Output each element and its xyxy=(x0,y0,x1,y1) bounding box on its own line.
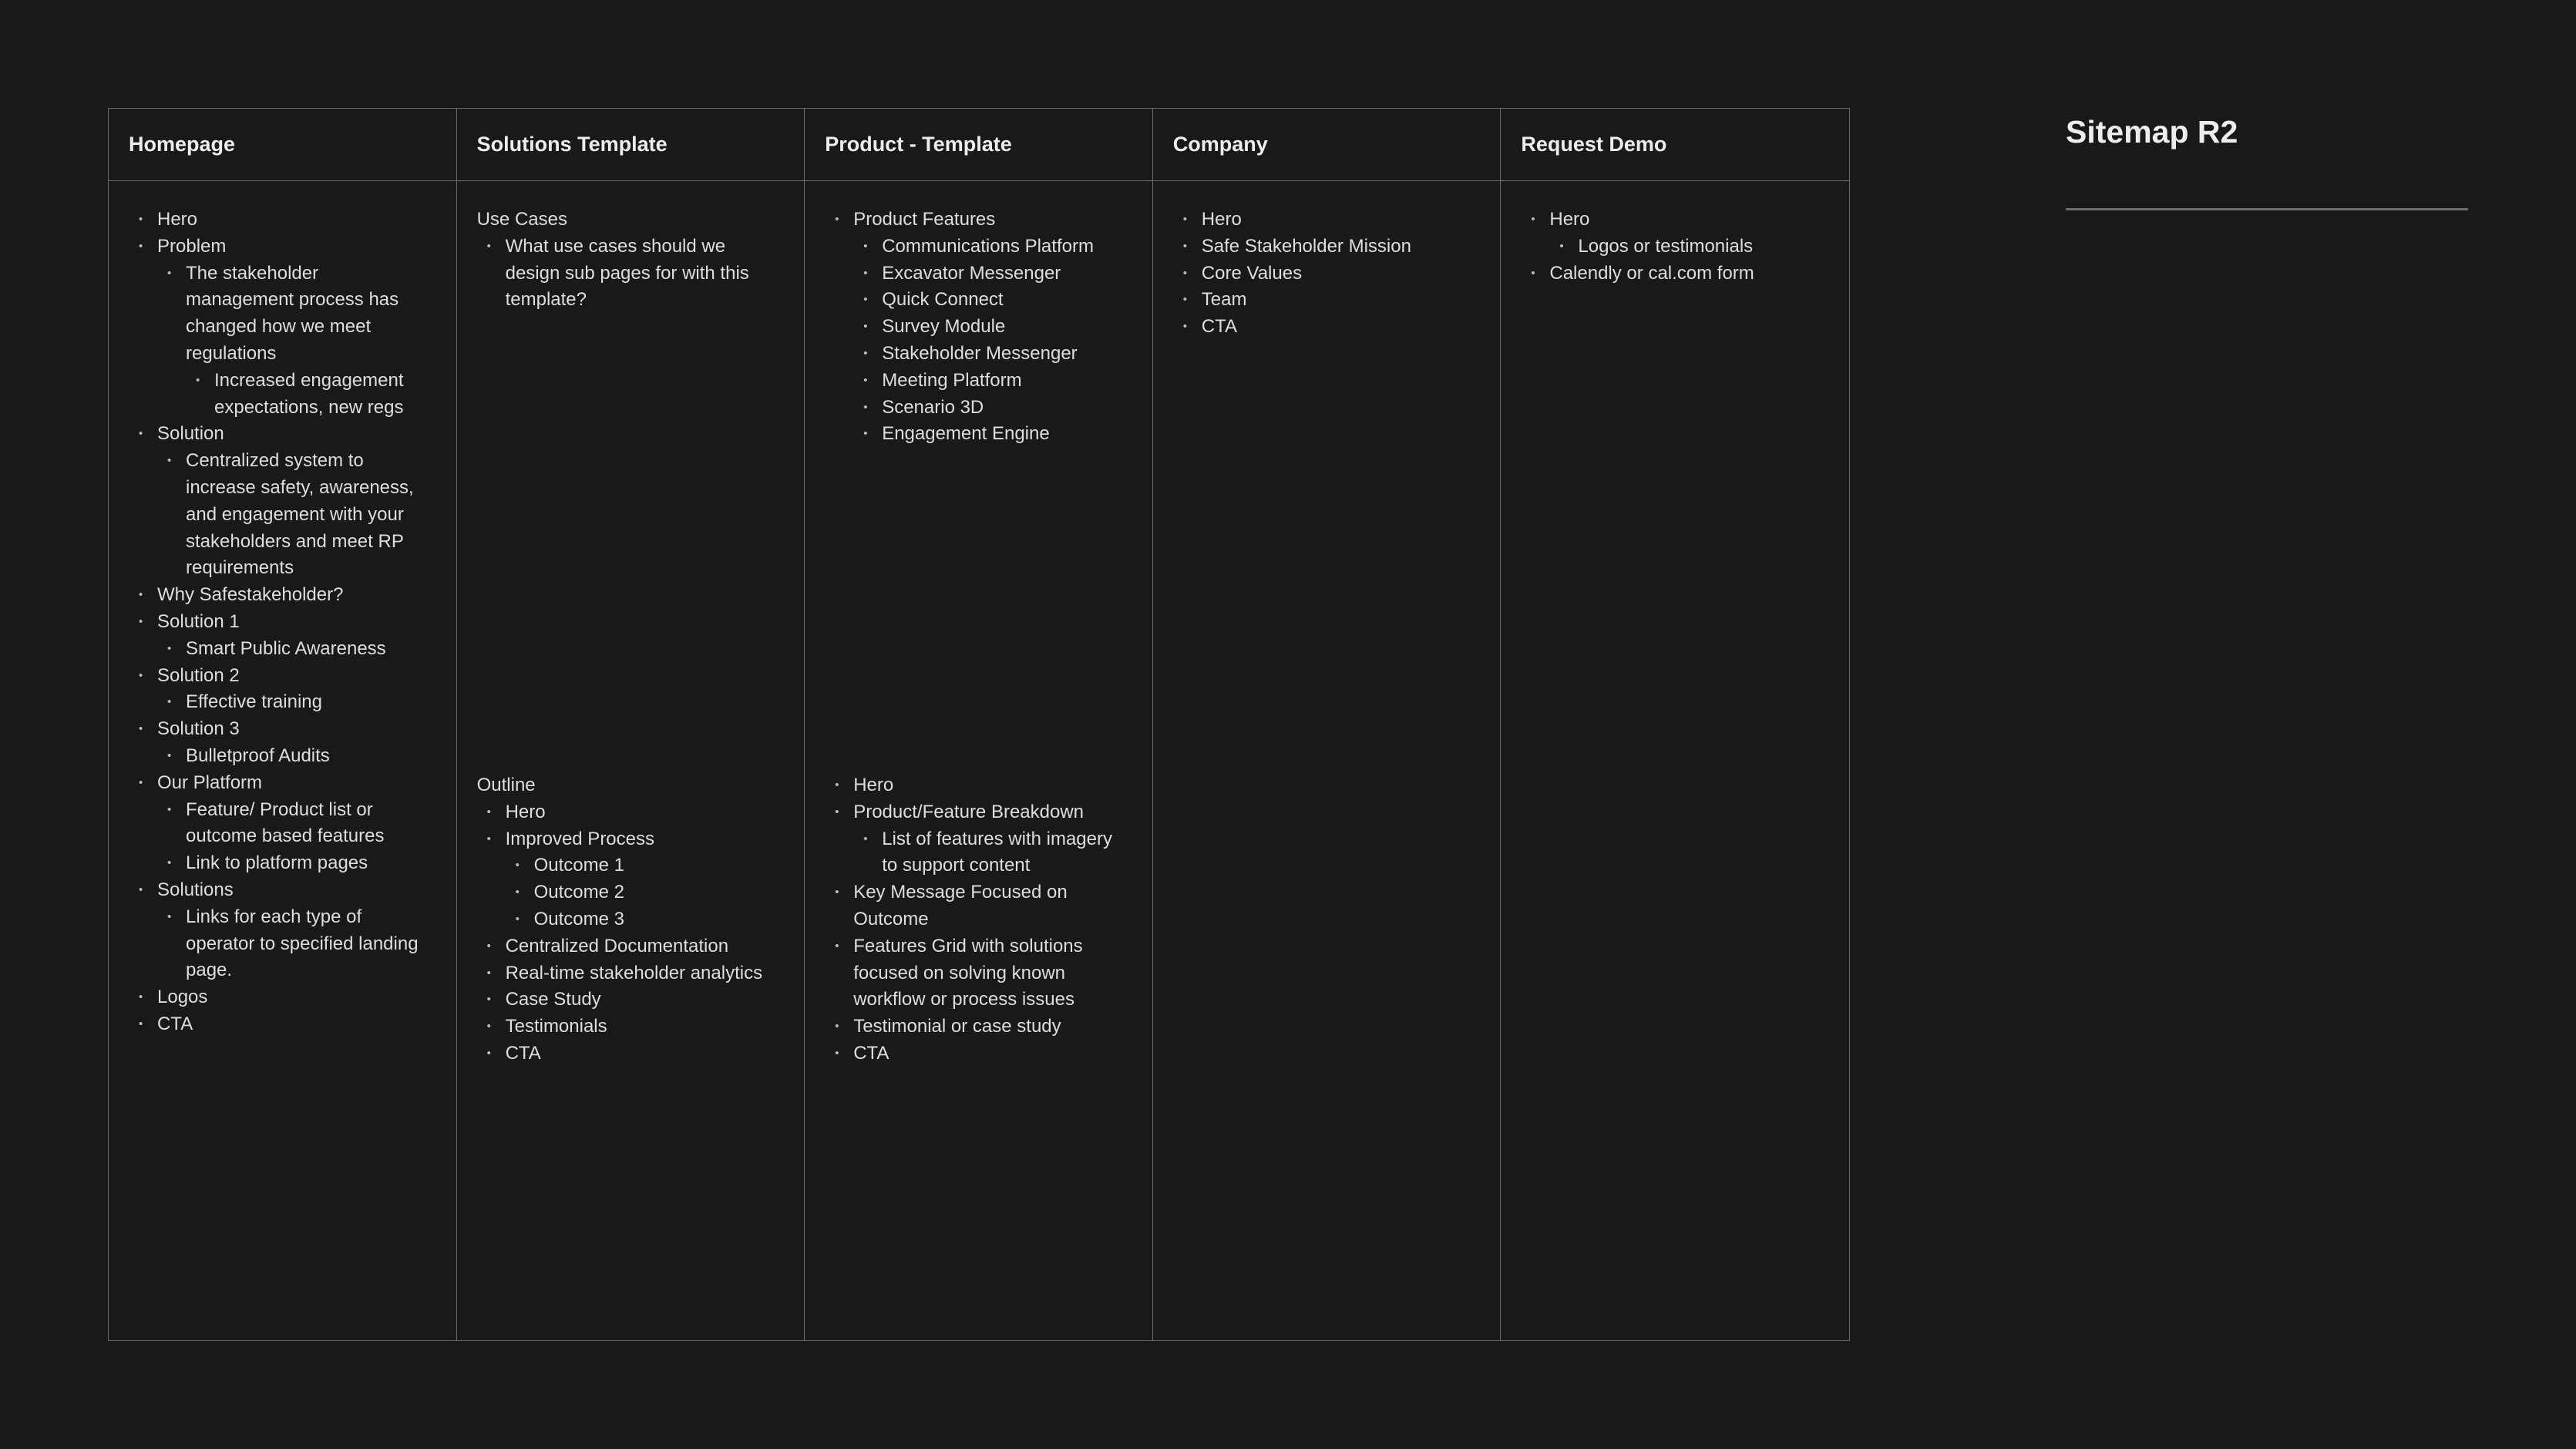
list-item: • Team xyxy=(1153,287,1501,314)
column-product-template xyxy=(805,109,1153,1340)
list-item: • CTA xyxy=(109,1011,456,1038)
list-item: • Product/Feature Breakdown xyxy=(805,799,1152,826)
solutions-outline xyxy=(457,772,805,1067)
list-item: • Real-time stakeholder analytics xyxy=(457,960,805,987)
list-item: • The stakeholder management process has changed how we meet regulations xyxy=(109,261,456,368)
list-item: • Why Safestakeholder? xyxy=(109,582,456,609)
column-header-request-demo: Request Demo xyxy=(1501,109,1849,181)
list-item: • Case Study xyxy=(457,987,805,1014)
solutions-use-cases xyxy=(457,207,805,314)
sitemap-table xyxy=(108,108,1850,1341)
column-request-demo xyxy=(1501,109,1849,1340)
product-features xyxy=(805,207,1152,448)
list-item: • Links for each type of operator to specified landing page. xyxy=(109,904,456,984)
list-item: • Outcome 2 xyxy=(457,879,805,906)
homepage-list xyxy=(109,207,456,1038)
column-header-solutions-template: Solutions Template xyxy=(457,109,805,181)
list-item: • Hero xyxy=(457,799,805,826)
list-item: • Effective training xyxy=(109,689,456,716)
product-outline-list xyxy=(805,772,1152,1067)
section-label-use-cases: Use Cases xyxy=(476,209,567,230)
list-item: • Centralized system to increase safety, awareness, and engagement with your stakeholders and meet RP requirements xyxy=(109,448,456,582)
list-item: • Key Message Focused on Outcome xyxy=(805,879,1152,933)
list-item: • Meeting Platform xyxy=(805,368,1152,395)
list-item: • Improved Process xyxy=(457,826,805,853)
list-item: • Solution 3 xyxy=(109,716,456,743)
column-homepage xyxy=(109,109,457,1340)
list-item: • Hero xyxy=(1501,207,1849,234)
list-item: • Solution 1 xyxy=(109,609,456,636)
list-item: • Excavator Messenger xyxy=(805,261,1152,287)
column-header-homepage: Homepage xyxy=(109,109,456,181)
list-item: • CTA xyxy=(1153,314,1501,341)
list-item: • Product Features xyxy=(805,207,1152,234)
list-item: • What use cases should we design sub pages for with this template? xyxy=(457,234,805,314)
list-item: • Solution xyxy=(109,421,456,448)
page-title: Sitemap R2 xyxy=(2066,114,2238,150)
list-item: • CTA xyxy=(805,1041,1152,1067)
list-item: • Increased engagement expectations, new regs xyxy=(109,368,456,422)
request-demo-outline xyxy=(1501,207,1849,287)
column-company xyxy=(1153,109,1502,1340)
list-item: • Link to platform pages xyxy=(109,850,456,877)
list-item: • Logos or testimonials xyxy=(1501,234,1849,261)
list-item: • Survey Module xyxy=(805,314,1152,341)
company-list xyxy=(1153,207,1501,341)
list-item: • Engagement Engine xyxy=(805,421,1152,448)
list-item: • Features Grid with solutions focused on solving known workflow or process issues xyxy=(805,933,1152,1014)
list-item: • Solutions xyxy=(109,877,456,904)
company-outline xyxy=(1153,207,1501,341)
list-item: • Hero xyxy=(805,772,1152,799)
list-item: • Outcome 1 xyxy=(457,852,805,879)
section-label-outline: Outline xyxy=(476,775,536,795)
list-item: • Bulletproof Audits xyxy=(109,743,456,770)
list-item: • Stakeholder Messenger xyxy=(805,341,1152,368)
list-item: • CTA xyxy=(457,1041,805,1067)
column-header-product-template: Product - Template xyxy=(805,109,1152,181)
product-features-list xyxy=(805,207,1152,448)
list-item: • Logos xyxy=(109,984,456,1011)
list-item: • Scenario 3D xyxy=(805,395,1152,422)
list-item: • Centralized Documentation xyxy=(457,933,805,960)
column-solutions-template xyxy=(457,109,805,1340)
title-divider xyxy=(2066,208,2468,210)
product-outline xyxy=(805,772,1152,1067)
list-item: • Smart Public Awareness xyxy=(109,636,456,663)
list-item: • Testimonial or case study xyxy=(805,1014,1152,1041)
use-cases-list xyxy=(457,234,805,314)
list-item: • Calendly or cal.com form xyxy=(1501,261,1849,287)
list-item: • Feature/ Product list or outcome based features xyxy=(109,797,456,851)
list-item: • Communications Platform xyxy=(805,234,1152,261)
list-item: • Safe Stakeholder Mission xyxy=(1153,234,1501,261)
list-item: • Core Values xyxy=(1153,261,1501,287)
homepage-outline xyxy=(109,207,456,1038)
list-item: • Testimonials xyxy=(457,1014,805,1041)
list-item: • Outcome 3 xyxy=(457,906,805,933)
list-item: • Problem xyxy=(109,234,456,261)
list-item: • Hero xyxy=(1153,207,1501,234)
list-item: • Quick Connect xyxy=(805,287,1152,314)
list-item: • Solution 2 xyxy=(109,663,456,690)
list-item: • Our Platform xyxy=(109,770,456,797)
outline-list xyxy=(457,799,805,1067)
column-header-company: Company xyxy=(1153,109,1501,181)
list-item: • Hero xyxy=(109,207,456,234)
request-demo-list xyxy=(1501,207,1849,287)
list-item: • List of features with imagery to support content xyxy=(805,826,1152,880)
